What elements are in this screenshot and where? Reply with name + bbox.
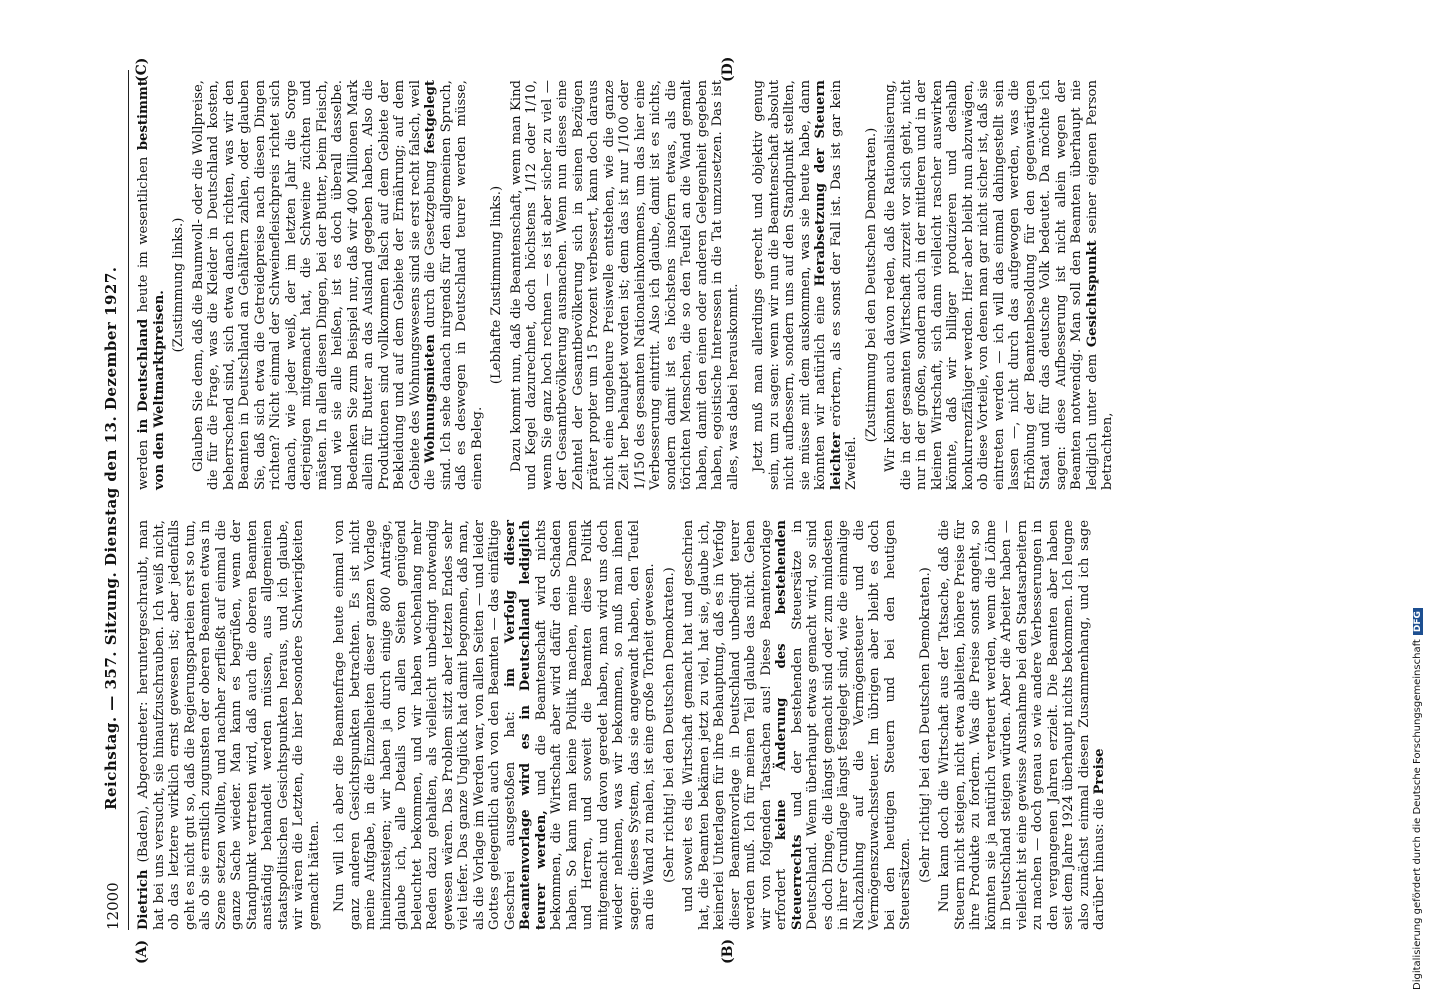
emphasis: festgelegt [423, 80, 438, 154]
header-rule [128, 70, 129, 930]
paragraph-text: erörtern, als es sonst der Fall ist. Das ist gar kein Zweifel. [828, 80, 859, 490]
margin-marker-d: (D) [720, 56, 736, 82]
paragraph [332, 520, 658, 930]
paragraph-text: durch die Gesetzgebung [423, 160, 438, 328]
paragraph-text: werden [136, 439, 151, 490]
paragraph [937, 520, 1108, 930]
emphasis: im Verfolg dieser Beamtenvorlage wird es in Deutschland lediglich teurer werden, [502, 519, 549, 930]
interjection: (Zustimmung bei den Deutschen Demokraten.) [863, 127, 879, 443]
paragraph-text: und soweit es die Wirtschaft gemacht hat und geschrien hat, die Beamten bekämen jetzt zu viel, hat sie, glaube ich, keinerlei Unterlagen für ihre Behauptung, daß es in Verfolg dieser Beamtenvorlage in Deutschland unbedingt teurer werden muß. Ich für meinen Teil glaube das nicht. Gehen wir von folgenden Tatsachen aus! Diese Beamtenvorlage erfordert [681, 520, 789, 930]
document-page [100, 56, 1400, 964]
paragraph [136, 80, 167, 490]
interjection: (Sehr richtig! bei den Deutschen Demokraten.) [661, 567, 677, 883]
emphasis: Preise [1092, 748, 1107, 795]
right-column [136, 80, 1116, 490]
emphasis: Herabsetzung der Steuern leichter [813, 80, 844, 490]
running-head: Reichstag. — 357. Sitzung. Dienstag den 13. Dezember 1927. [102, 266, 120, 810]
paragraph-text: Nun will ich aber die Beamtenfrage heute einmal von ganz anderen Gesichtspunkten betrachten. Es ist nicht meine Aufgabe, in die Einzelheiten dieser ganzen Vorlage hineinzusteigen; wir haben ja durch einige 800 Anträge, glaube ich, alle Details von allen Seiten genügend beleuchtet bekommen, und wir haben wochenlang mehr Reden dazu gehalten, als vielleicht unbedingt notwendig gewesen wären. Das Problem sitzt aber letzten Endes sehr viel tiefer. Das ganze Unglück hat damit begonnen, daß man, als die Vorlage im Werden war, von allen Seiten — und leider Gottes gelegentlich auch von den Beamten — das einfältige Geschrei ausgestoßen hat: [332, 520, 518, 930]
interjection: (Zustimmung links.) [171, 217, 186, 353]
margin-marker-a: (A) [134, 939, 150, 964]
credit-text: Digitalisierung gefördert durch die Deutsche Forschungsgemeinschaft [1412, 639, 1423, 990]
paragraph [136, 520, 322, 930]
speaker-name: Dietrich [136, 869, 151, 930]
margin-marker-b: (B) [720, 938, 736, 964]
left-column [136, 520, 1108, 930]
interjection: (Sehr richtig! bei den Deutschen Demokraten.) [917, 567, 933, 883]
margin-marker-c: (C) [134, 57, 150, 82]
speaker-note: (Baden), Abgeordneter: [136, 701, 151, 863]
paragraph [681, 520, 914, 930]
emphasis: Gesichtspunkt [1084, 240, 1100, 348]
emphasis: in Deutschland [136, 318, 151, 434]
paragraph-text: sind. Ich sehe danach nirgends für den allgemeinen Spruch, daß es deswegen in Deutschland teurer werden müsse, einen Beleg. [438, 80, 485, 490]
page-header [100, 70, 126, 930]
paragraph-text: Nun kann doch die Wirtschaft aus der Tatsache, daß die Steuern nicht steigen, nicht etwa ableiten, höhere Preise für ihre Produkte zu fordern. Was die Preise sonst angeht, so könnten sie ja natürlich verteuert werden, wenn die Löhne in Deutschland steigen würden. Aber die Arbeiter haben — vielleicht ist eine gewisse Ausnahme bei den Staatsarbeitern zu machen — doch genau so wie andere Verbesserungen in den vergangenen Jahren erzielt. Die Beamten aber haben seit dem Jahre 1924 überhaupt nichts bekommen. Ich leugne also zunächst einmal diesen Zusammenhang, und ich sage darüber hinaus: die [937, 520, 1107, 930]
paragraph-text: heruntergeschraubt, man hat bei uns versucht, sie hinaufzuschrauben. Ich weiß nicht, ob das letztere wirklich ernst gewesen ist; aber jedenfalls geht es nicht gut so, daß die Regierungsparteien erst so tun, als ob sie ernstlich zugunsten der oberen Beamten etwas in Szene setzen wollten, und nachher zerfließt auf einmal die ganze Sache wieder. Man kann es begrüßen, wenn der Standpunkt vertreten wird, daß auch die oberen Beamten anständig behandelt werden müssen, aus allgemeinen staatspolitischen Gesichtspunkten heraus, und ich glaube, wir wären die Letzten, die hier besondere Schwierigkeiten gemacht hätten. [136, 520, 322, 930]
interjection: (Lebhafte Zustimmung links.) [489, 185, 504, 385]
paragraph: Dazu kommt nun, daß die Beamtenschaft, wenn man Kind und Kegel dazurechnet, doch höchstens 1/12 oder 1/10, wenn Sie ganz hoch rechnen — es ist aber sicher zu viel — der Gesamtbevölkerung ausmachen. Wenn nun dieses eine Zehntel der Gesamtbevölkerung sich in seinen Bezügen präter propter um 15 Prozent verbessert, kann doch daraus nicht eine ungeheure Preiswelle entstehen, wie die ganze Zeit her behauptet worden ist; denn das ist nur 1/100 oder 1/150 des gesamten Nationaleinkommens, um das hier eine Verbesserung eintritt. Also ich glaube, damit ist es nichts, sondern damit ist es höchstens insofern etwas, als die törichten Menschen, die so den Teufel an die Wand gemalt haben, damit den einen oder anderen Gelegenheit gegeben haben, egoistische Interessen in die Tat umzusetzen. Das ist alles, was dabei herauskommt. [508, 80, 741, 490]
paragraph [191, 80, 486, 490]
emphasis: bestimmt von den Weltmarktpreisen. [136, 80, 167, 490]
dfg-logo: DFG [1413, 608, 1423, 635]
funding-credit [1412, 10, 1423, 990]
emphasis: keine Änderung des bestehenden Steuerrechts [774, 520, 805, 930]
emphasis: Wohnungsmieten [423, 334, 438, 464]
paragraph-text: heute im wesentlichen [136, 156, 151, 313]
paragraph-text: und die Beamtenschaft wird nichts bekommen, die Wirtschaft aber wird dafür den Schaden haben. So kann man keine Politik machen, meine Damen und Herren, und soweit die Beamten diese Politik mitgemacht und davon geredet haben, man wird uns doch wieder nehmen, was wir bekommen, so muß man ihnen sagen: dieses System, das sie angewandt haben, den Teufel an die Wand zu malen, ist eine große Torheit gewesen. [533, 520, 657, 930]
paragraph-text: Jetzt muß man allerdings gerecht und objektiv genug sein, um zu sagen: wenn wir nun die Beamtenschaft absolut nicht aufbessern, sondern uns auf den Standpunkt stellten, sie müsse mit dem auskommen, was sie heute habe, dann könnten wir natürlich eine [751, 80, 828, 490]
paragraph-text: Wir könnten auch davon reden, daß die Rationalisierung, die in der gesamten Wirtschaft zurzeit vor sich geht, nicht nur in der großen, sondern auch in der mittleren und in der kleinen Wirtschaft, sich dann vielleicht rascher auswirken könnte, daß wir billiger produzieren und deshalb konkurrenzfähiger werden. Hier aber bleibt nun abzuwägen, ob diese Vorteile, von denen man gar nicht sicher ist, daß sie eintreten werden — ich will das einmal dahingestellt sein lassen —, nicht durch das aufgewogen werden, was die Erhöhung der Beamtenbesoldung für den gegenwärtigen Staat und für das deutsche Volk bedeutet. Da möchte ich sagen: diese Aufbesserung ist nicht allein wegen der Beamten notwendig. Man soll den Beamten überhaupt nie lediglich unter dem [883, 80, 1100, 490]
paragraph-text: seiner eigenen Person betrachten, [1084, 80, 1115, 490]
paragraph-text: und der bestehenden Steuersätze in Deutschland. Wenn überhaupt etwas gemacht wird, so sind es doch Dinge, die längst gemacht sind oder zum mindesten in ihrer Grundlage längst festgelegt sind, wie die einmalige Nachzahlung auf die Vermögensteuer und die Vermögenszuwachssteuer. Im übrigen aber bleibt es doch bei den heutigen Steuern und bei den heutigen Steuersätzen. [789, 520, 913, 930]
paragraph-text: Glauben Sie denn, daß die Baumwoll- oder die Wollpreise, die für die Frage, was die Kleider in Deutschland kosten, beherrschend sind, sich etwa danach richten, was wir den Beamten in Deutschland an Gehältern zahlen, oder glauben Sie, daß sich etwa die Getreidepreise nach diesen Dingen richten? Nicht einmal der Schweinefleischpreis richtet sich danach, wie jeder weiß, der im letzten Jahr die Sorge derjenigen mitgemacht hat, die Schweine züchten und mästen. In allen diesen Dingen, bei der Butter, beim Fleisch, und wie sie alle heißen, ist es doch überall dasselbe. Bedenken Sie zum Beispiel nur, daß wir 400 Millionen Mark allein für Butter an das Ausland gegeben haben. Also die Produktionen sind vollkommen falsch auf dem Gebiete der Bekleidung und auf dem Gebiete der Ernährung; auf dem Gebiete des Wohnungswesens sind sie erst recht falsch, weil die [190, 80, 438, 490]
paragraph [751, 80, 860, 490]
paragraph [883, 80, 1116, 490]
page-number: 12000 [104, 882, 122, 930]
